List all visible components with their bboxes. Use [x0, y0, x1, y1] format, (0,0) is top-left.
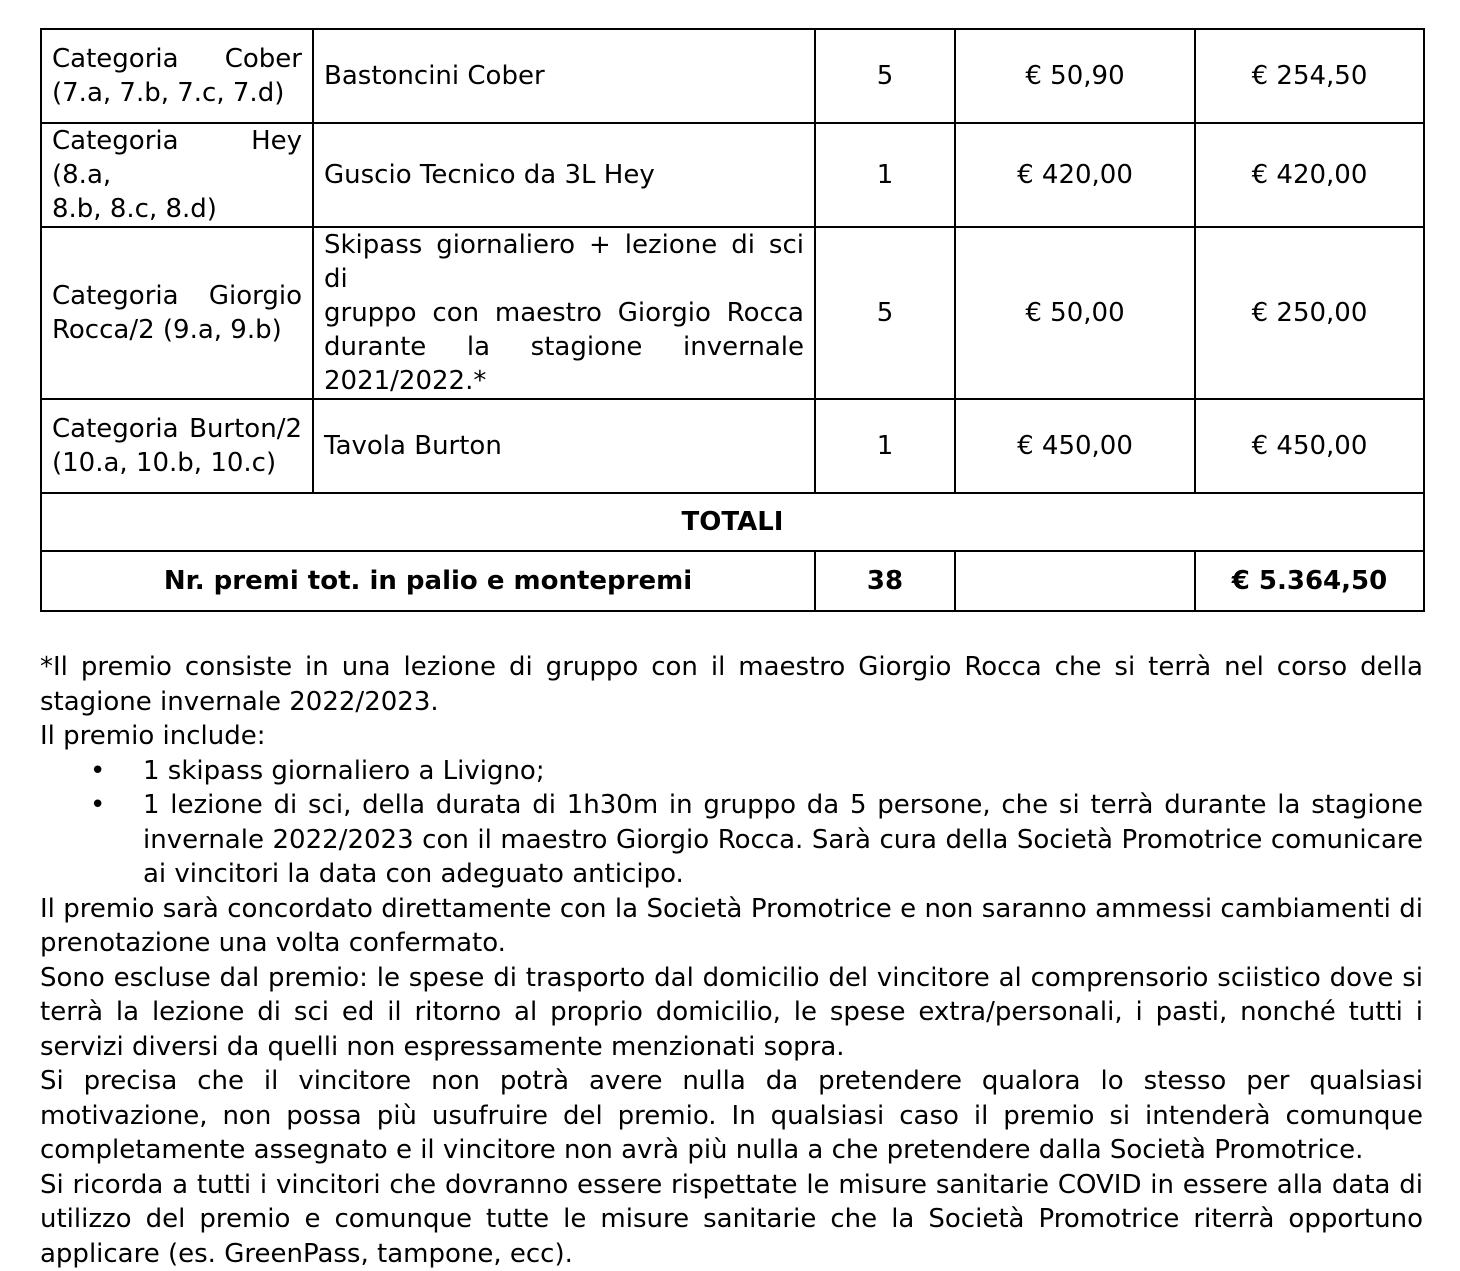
totals-header-row	[41, 493, 1424, 551]
includes-list	[40, 754, 1423, 892]
prize-notes	[40, 650, 1423, 1271]
summary-quantity: 38	[815, 551, 955, 611]
list-item-text: 1 lezione di sci, della durata di 1h30m in gruppo da 5 persone, che si terrà durante la stagione invernale 2022/2023 con il maestro Giorgio Rocca. Sarà cura della Società Promotrice comunicare ai vincitori la data con adeguato anticipo.	[143, 790, 1423, 889]
total-cell: € 254,50	[1195, 29, 1424, 123]
document-page	[40, 28, 1423, 1271]
unit-price-cell: € 50,90	[955, 29, 1195, 123]
prizes-table	[40, 28, 1425, 612]
list-item-text: 1 skipass giornaliero a Livigno;	[143, 756, 545, 786]
paragraph: Il premio sarà concordato direttamente con la Società Promotrice e non saranno ammessi cambiamenti di prenotazione una volta confermato.	[40, 892, 1423, 961]
description-cell	[313, 227, 815, 399]
total-cell: € 420,00	[1195, 123, 1424, 227]
includes-intro: Il premio include:	[40, 719, 1423, 754]
summary-total: € 5.364,50	[1195, 551, 1424, 611]
bullet-icon: •	[90, 788, 105, 823]
quantity-cell: 1	[815, 123, 955, 227]
unit-price-cell: € 450,00	[955, 399, 1195, 493]
table-row	[41, 227, 1424, 399]
category-line: Categoria Burton/2	[52, 412, 302, 446]
category-line: 8.b, 8.c, 8.d)	[52, 192, 302, 226]
category-cell	[41, 29, 313, 123]
totals-header: TOTALI	[41, 493, 1424, 551]
paragraph: Sono escluse dal premio: le spese di trasporto dal domicilio del vincitore al comprensorio sciistico dove si terrà la lezione di sci ed il ritorno al proprio domicilio, le spese extra/personali, i pasti, nonché tutti i servizi diversi da quelli non espressamente menzionati sopra.	[40, 961, 1423, 1065]
description-line: Skipass giornaliero + lezione di sci di	[324, 228, 804, 296]
category-cell	[41, 227, 313, 399]
table-row	[41, 399, 1424, 493]
description-cell: Bastoncini Cober	[313, 29, 815, 123]
category-cell	[41, 123, 313, 227]
description-line: gruppo con maestro Giorgio Rocca	[324, 296, 804, 330]
total-cell: € 450,00	[1195, 399, 1424, 493]
paragraph: Si precisa che il vincitore non potrà avere nulla da pretendere qualora lo stesso per qualsiasi motivazione, non possa più usufruire del premio. In qualsiasi caso il premio si intenderà comunque completamente assegnato e il vincitore non avrà più nulla a che pretendere dalla Società Promotrice.	[40, 1064, 1423, 1168]
footnote: *Il premio consiste in una lezione di gruppo con il maestro Giorgio Rocca che si terrà nel corso della stagione invernale 2022/2023.	[40, 650, 1423, 719]
description-line: durante la stagione invernale	[324, 330, 804, 364]
category-line: Categoria Cober	[52, 42, 302, 76]
quantity-cell: 1	[815, 399, 955, 493]
description-line: 2021/2022.*	[324, 364, 804, 398]
category-line: (10.a, 10.b, 10.c)	[52, 446, 302, 480]
category-line: Categoria Giorgio	[52, 279, 302, 313]
description-cell: Tavola Burton	[313, 399, 815, 493]
category-line: Rocca/2 (9.a, 9.b)	[52, 313, 302, 347]
summary-unit-price	[955, 551, 1195, 611]
bullet-icon: •	[90, 754, 105, 789]
list-item	[40, 788, 1423, 892]
table-row	[41, 29, 1424, 123]
quantity-cell: 5	[815, 227, 955, 399]
total-cell: € 250,00	[1195, 227, 1424, 399]
category-line: Categoria Hey (8.a,	[52, 124, 302, 192]
unit-price-cell: € 50,00	[955, 227, 1195, 399]
unit-price-cell: € 420,00	[955, 123, 1195, 227]
quantity-cell: 5	[815, 29, 955, 123]
description-cell: Guscio Tecnico da 3L Hey	[313, 123, 815, 227]
table-row	[41, 123, 1424, 227]
category-cell	[41, 399, 313, 493]
paragraph: Si ricorda a tutti i vincitori che dovranno essere rispettate le misure sanitarie COVID in essere alla data di utilizzo del premio e comunque tutte le misure sanitarie che la Società Promotrice riterrà opportuno applicare (es. GreenPass, tampone, ecc).	[40, 1168, 1423, 1271]
list-item	[40, 754, 1423, 789]
category-line: (7.a, 7.b, 7.c, 7.d)	[52, 76, 302, 110]
summary-label: Nr. premi tot. in palio e montepremi	[41, 551, 815, 611]
summary-row	[41, 551, 1424, 611]
